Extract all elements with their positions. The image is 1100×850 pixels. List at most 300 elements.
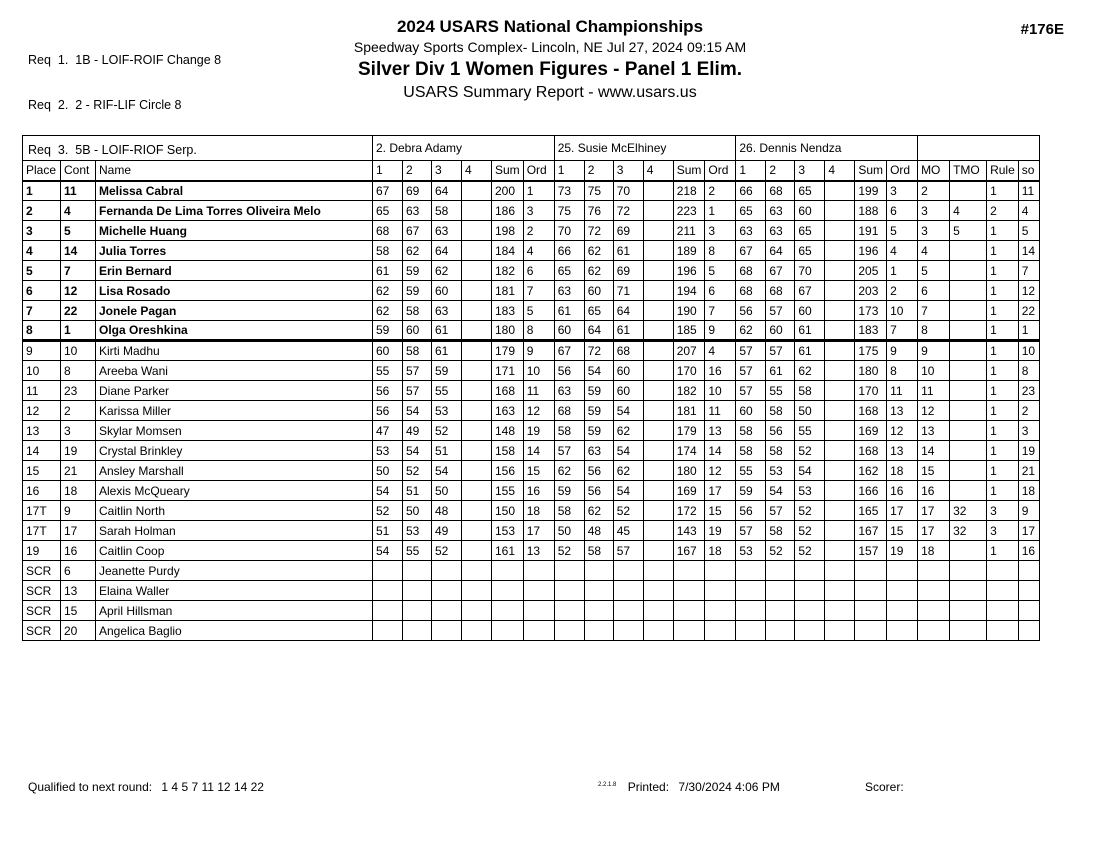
cell-so: 21: [1018, 461, 1039, 481]
cell-mo: 5: [918, 261, 950, 281]
cell-score: 56: [584, 481, 613, 501]
cell-rule: 3: [987, 521, 1019, 541]
cell-sum: 167: [855, 521, 887, 541]
cell-score: [462, 401, 492, 421]
cell-sum: 143: [673, 521, 705, 541]
cell-sum: [492, 621, 524, 641]
cell-place: 17T: [23, 521, 61, 541]
cell-place: 7: [23, 301, 61, 321]
cell-sum: [492, 581, 524, 601]
report-subtitle: USARS Summary Report - www.usars.us: [403, 83, 697, 101]
cell-rule: 1: [987, 241, 1019, 261]
cell-place: 3: [23, 221, 61, 241]
cell-score: [613, 601, 643, 621]
cell-ord: 15: [887, 521, 918, 541]
cell-score: 56: [584, 461, 613, 481]
cell-score: [462, 201, 492, 221]
cell-rule: 1: [987, 481, 1019, 501]
header-score-1: 1: [373, 161, 403, 181]
cell-score: 67: [736, 241, 766, 261]
cell-sum: 205: [855, 261, 887, 281]
cell-score: 59: [736, 481, 766, 501]
cell-place: 1: [23, 181, 61, 201]
cell-rule: 1: [987, 541, 1019, 561]
cell-score: 51: [403, 481, 432, 501]
cell-ord: 14: [523, 441, 554, 461]
cell-score: 59: [584, 401, 613, 421]
qualified-label: Qualified to next round:: [28, 780, 153, 794]
cell-mo: 2: [918, 181, 950, 201]
cell-score: 54: [613, 481, 643, 501]
cell-score: 64: [613, 301, 643, 321]
cell-score: 62: [736, 321, 766, 341]
cell-ord: 12: [705, 461, 736, 481]
cell-ord: 8: [705, 241, 736, 261]
cell-ord: 13: [887, 401, 918, 421]
cell-rule: [987, 561, 1019, 581]
cell-ord: 19: [887, 541, 918, 561]
cell-tmo: [950, 281, 987, 301]
header-place: Place: [23, 161, 61, 181]
cell-ord: 17: [887, 501, 918, 521]
cell-ord: 18: [705, 541, 736, 561]
cell-so: 10: [1018, 341, 1039, 361]
cell-place: 6: [23, 281, 61, 301]
cell-cont: 15: [61, 601, 96, 621]
cell-cont: 8: [61, 361, 96, 381]
cell-sum: 153: [492, 521, 524, 541]
cell-score: [462, 261, 492, 281]
cell-name: Crystal Brinkley: [96, 441, 373, 461]
cell-ord: 6: [887, 201, 918, 221]
cell-ord: 4: [887, 241, 918, 261]
cell-tmo: [950, 301, 987, 321]
cell-score: 75: [554, 201, 584, 221]
event-title: Silver Div 1 Women Figures - Panel 1 Elim.: [358, 58, 742, 80]
cell-score: 52: [554, 541, 584, 561]
cell-mo: 18: [918, 541, 950, 561]
cell-ord: 7: [523, 281, 554, 301]
cell-name: Jeanette Purdy: [96, 561, 373, 581]
cell-ord: 7: [705, 301, 736, 321]
cell-ord: 10: [523, 361, 554, 381]
cell-mo: 8: [918, 321, 950, 341]
cell-score: [643, 581, 673, 601]
cell-score: 65: [795, 181, 825, 201]
championship-title: 2024 USARS National Championships: [396, 17, 704, 36]
cell-score: 65: [373, 201, 403, 221]
cell-name: Caitlin North: [96, 501, 373, 521]
cell-score: [825, 241, 855, 261]
table-row: [23, 601, 1040, 621]
cell-name: Angelica Baglio: [96, 621, 373, 641]
cell-sum: 167: [673, 541, 705, 561]
cell-mo: [918, 601, 950, 621]
cell-sum: [855, 601, 887, 621]
cell-score: [554, 581, 584, 601]
table-row: [23, 461, 1040, 481]
cell-tmo: 5: [950, 221, 987, 241]
cell-score: [432, 581, 462, 601]
cell-score: 59: [584, 421, 613, 441]
cell-score: [795, 561, 825, 581]
cell-name: Olga Oreshkina: [96, 321, 373, 341]
cell-score: [462, 381, 492, 401]
header-score-3: 3: [613, 161, 643, 181]
cell-sum: 162: [855, 461, 887, 481]
cell-tmo: [950, 341, 987, 361]
cell-score: 64: [432, 241, 462, 261]
cell-score: [825, 421, 855, 441]
cell-tmo: [950, 321, 987, 341]
cell-score: [736, 621, 766, 641]
cell-sum: 150: [492, 501, 524, 521]
header-cont: Cont: [61, 161, 96, 181]
cell-cont: 9: [61, 501, 96, 521]
cell-tmo: 4: [950, 201, 987, 221]
cell-score: 52: [795, 541, 825, 561]
cell-score: 70: [554, 221, 584, 241]
cell-ord: [705, 621, 736, 641]
cell-score: 65: [795, 241, 825, 261]
cell-score: 65: [554, 261, 584, 281]
cell-ord: 1: [887, 261, 918, 281]
cell-so: 14: [1018, 241, 1039, 261]
table-row: [23, 261, 1040, 281]
header-name: Name: [96, 161, 373, 181]
cell-score: 58: [403, 341, 432, 361]
cell-score: 52: [795, 521, 825, 541]
spacer-cell: [23, 136, 373, 161]
cell-place: 12: [23, 401, 61, 421]
header-score-4: 4: [825, 161, 855, 181]
cell-score: 61: [432, 341, 462, 361]
cell-tmo: [950, 361, 987, 381]
cell-ord: [523, 621, 554, 641]
cell-score: 52: [613, 501, 643, 521]
cell-score: [643, 501, 673, 521]
cell-score: 55: [373, 361, 403, 381]
table-row: [23, 361, 1040, 381]
table-row: [23, 201, 1040, 221]
cell-mo: 4: [918, 241, 950, 261]
cell-score: [462, 541, 492, 561]
cell-so: 11: [1018, 181, 1039, 201]
cell-ord: 16: [705, 361, 736, 381]
cell-ord: 13: [887, 441, 918, 461]
cell-place: 2: [23, 201, 61, 221]
cell-score: [462, 621, 492, 641]
cell-score: [795, 581, 825, 601]
cell-score: [736, 601, 766, 621]
cell-score: [795, 601, 825, 621]
cell-sum: [855, 561, 887, 581]
cell-score: 58: [432, 201, 462, 221]
cell-tmo: [950, 581, 987, 601]
software-version: 2.2.1.8: [598, 782, 617, 788]
cell-score: [825, 501, 855, 521]
cell-ord: 9: [523, 341, 554, 361]
cell-so: [1018, 621, 1039, 641]
cell-cont: 13: [61, 581, 96, 601]
cell-ord: 16: [523, 481, 554, 501]
cell-score: 60: [613, 361, 643, 381]
cell-score: [403, 601, 432, 621]
cell-tmo: [950, 181, 987, 201]
table-row: [23, 561, 1040, 581]
cell-name: Melissa Cabral: [96, 181, 373, 201]
cell-score: [643, 341, 673, 361]
cell-score: 58: [766, 441, 795, 461]
cell-score: [462, 181, 492, 201]
cell-score: 61: [613, 241, 643, 261]
cell-place: SCR: [23, 621, 61, 641]
cell-cont: 6: [61, 561, 96, 581]
cell-place: 16: [23, 481, 61, 501]
cell-score: [462, 281, 492, 301]
cell-score: 65: [584, 301, 613, 321]
cell-ord: 17: [705, 481, 736, 501]
cell-score: 71: [613, 281, 643, 301]
cell-ord: 18: [887, 461, 918, 481]
cell-mo: 17: [918, 501, 950, 521]
cell-score: 67: [403, 221, 432, 241]
cell-sum: 183: [492, 301, 524, 321]
cell-mo: 14: [918, 441, 950, 461]
cell-score: 54: [403, 401, 432, 421]
cell-mo: 9: [918, 341, 950, 361]
cell-so: 16: [1018, 541, 1039, 561]
cell-score: 49: [403, 421, 432, 441]
cell-score: 64: [584, 321, 613, 341]
cell-name: Fernanda De Lima Torres Oliveira Melo: [96, 201, 373, 221]
cell-name: Erin Bernard: [96, 261, 373, 281]
cell-score: [643, 521, 673, 541]
cell-score: [462, 461, 492, 481]
cell-so: 4: [1018, 201, 1039, 221]
cell-score: [584, 561, 613, 581]
cell-score: [613, 561, 643, 581]
cell-score: 57: [766, 341, 795, 361]
cell-score: [825, 441, 855, 461]
cell-score: 50: [795, 401, 825, 421]
cell-sum: 165: [855, 501, 887, 521]
cell-ord: 9: [705, 321, 736, 341]
table-row: [23, 221, 1040, 241]
judge-name-cell: 2. Debra Adamy: [373, 136, 555, 161]
cell-ord: 5: [887, 221, 918, 241]
cell-score: 55: [795, 421, 825, 441]
cell-score: 58: [373, 241, 403, 261]
header-mo: MO: [918, 161, 950, 181]
cell-sum: 207: [673, 341, 705, 361]
cell-score: 60: [795, 201, 825, 221]
cell-tmo: [950, 461, 987, 481]
results-table-body: [23, 181, 1040, 641]
header-score-1: 1: [736, 161, 766, 181]
cell-sum: 156: [492, 461, 524, 481]
cell-tmo: [950, 381, 987, 401]
cell-place: 13: [23, 421, 61, 441]
cell-place: 15: [23, 461, 61, 481]
cell-score: [643, 561, 673, 581]
cell-score: 64: [766, 241, 795, 261]
header-score-1: 1: [554, 161, 584, 181]
spacer-cell: [918, 136, 1040, 161]
cell-score: 60: [554, 321, 584, 341]
cell-sum: 183: [855, 321, 887, 341]
cell-score: [825, 621, 855, 641]
cell-sum: 218: [673, 181, 705, 201]
table-row: [23, 341, 1040, 361]
cell-mo: 6: [918, 281, 950, 301]
cell-rule: 1: [987, 421, 1019, 441]
cell-mo: 7: [918, 301, 950, 321]
cell-ord: 3: [523, 201, 554, 221]
cell-sum: 189: [673, 241, 705, 261]
cell-place: 11: [23, 381, 61, 401]
cell-score: [462, 481, 492, 501]
cell-score: 67: [554, 341, 584, 361]
cell-score: 60: [613, 381, 643, 401]
cell-score: 52: [432, 421, 462, 441]
cell-score: [584, 601, 613, 621]
cell-ord: 5: [523, 301, 554, 321]
cell-sum: 155: [492, 481, 524, 501]
table-row: [23, 321, 1040, 341]
cell-score: 48: [584, 521, 613, 541]
cell-score: 68: [736, 281, 766, 301]
cell-score: [403, 621, 432, 641]
report-header: [0, 16, 1100, 103]
cell-so: 1: [1018, 321, 1039, 341]
cell-place: SCR: [23, 601, 61, 621]
table-row: [23, 621, 1040, 641]
cell-score: 57: [403, 381, 432, 401]
cell-sum: [492, 601, 524, 621]
cell-score: 63: [766, 221, 795, 241]
cell-ord: 3: [887, 181, 918, 201]
cell-score: 57: [613, 541, 643, 561]
cell-name: Elaina Waller: [96, 581, 373, 601]
cell-score: 52: [432, 541, 462, 561]
cell-name: Ansley Marshall: [96, 461, 373, 481]
cell-cont: 21: [61, 461, 96, 481]
cell-sum: 179: [673, 421, 705, 441]
cell-score: [643, 481, 673, 501]
cell-sum: 196: [855, 241, 887, 261]
cell-so: [1018, 561, 1039, 581]
cell-ord: [705, 581, 736, 601]
cell-score: 58: [554, 501, 584, 521]
cell-sum: 163: [492, 401, 524, 421]
cell-cont: 19: [61, 441, 96, 461]
cell-sum: 182: [492, 261, 524, 281]
cell-sum: 194: [673, 281, 705, 301]
cell-so: 2: [1018, 401, 1039, 421]
cell-sum: 196: [673, 261, 705, 281]
cell-score: 59: [554, 481, 584, 501]
table-row: [23, 421, 1040, 441]
cell-sum: 170: [855, 381, 887, 401]
cell-score: 76: [584, 201, 613, 221]
cell-score: 54: [766, 481, 795, 501]
cell-so: 12: [1018, 281, 1039, 301]
cell-so: 5: [1018, 221, 1039, 241]
cell-score: [403, 581, 432, 601]
cell-score: 52: [766, 541, 795, 561]
qualified-list: 1 4 5 7 11 12 14 22: [161, 780, 264, 794]
header-sum: Sum: [673, 161, 705, 181]
cell-sum: 211: [673, 221, 705, 241]
cell-score: [643, 461, 673, 481]
header-sum: Sum: [855, 161, 887, 181]
cell-cont: 14: [61, 241, 96, 261]
cell-sum: 169: [673, 481, 705, 501]
cell-score: [462, 501, 492, 521]
cell-score: 53: [736, 541, 766, 561]
cell-score: 73: [554, 181, 584, 201]
cell-score: 65: [795, 221, 825, 241]
cell-score: 68: [373, 221, 403, 241]
cell-score: 60: [403, 321, 432, 341]
cell-score: [766, 601, 795, 621]
cell-score: 57: [554, 441, 584, 461]
cell-score: 50: [403, 501, 432, 521]
cell-rule: 1: [987, 401, 1019, 421]
cell-rule: 1: [987, 361, 1019, 381]
cell-place: 5: [23, 261, 61, 281]
cell-tmo: [950, 601, 987, 621]
requirement-line: Req 3. 5B - LOIF-RIOF Serp.: [28, 143, 197, 157]
cell-name: Skylar Momsen: [96, 421, 373, 441]
cell-score: [462, 581, 492, 601]
cell-cont: 18: [61, 481, 96, 501]
cell-ord: [887, 561, 918, 581]
table-row: [23, 181, 1040, 201]
table-row: [23, 441, 1040, 461]
cell-tmo: [950, 561, 987, 581]
cell-score: 56: [736, 301, 766, 321]
cell-so: 9: [1018, 501, 1039, 521]
printed-line: [598, 780, 786, 794]
cell-score: 60: [736, 401, 766, 421]
cell-ord: [887, 621, 918, 641]
cell-sum: [673, 561, 705, 581]
cell-score: 57: [736, 361, 766, 381]
cell-ord: 13: [705, 421, 736, 441]
cell-ord: [887, 601, 918, 621]
cell-score: [643, 361, 673, 381]
cell-rule: [987, 601, 1019, 621]
cell-score: 62: [373, 281, 403, 301]
cell-score: [643, 441, 673, 461]
cell-score: [462, 601, 492, 621]
cell-score: 68: [736, 261, 766, 281]
cell-score: [554, 561, 584, 581]
cell-score: 52: [403, 461, 432, 481]
table-row: [23, 481, 1040, 501]
cell-score: 66: [736, 181, 766, 201]
cell-sum: 179: [492, 341, 524, 361]
cell-score: 61: [554, 301, 584, 321]
cell-so: [1018, 601, 1039, 621]
cell-score: 58: [766, 521, 795, 541]
cell-score: [403, 561, 432, 581]
qualified-line: [28, 780, 270, 794]
cell-ord: 10: [705, 381, 736, 401]
cell-cont: 22: [61, 301, 96, 321]
